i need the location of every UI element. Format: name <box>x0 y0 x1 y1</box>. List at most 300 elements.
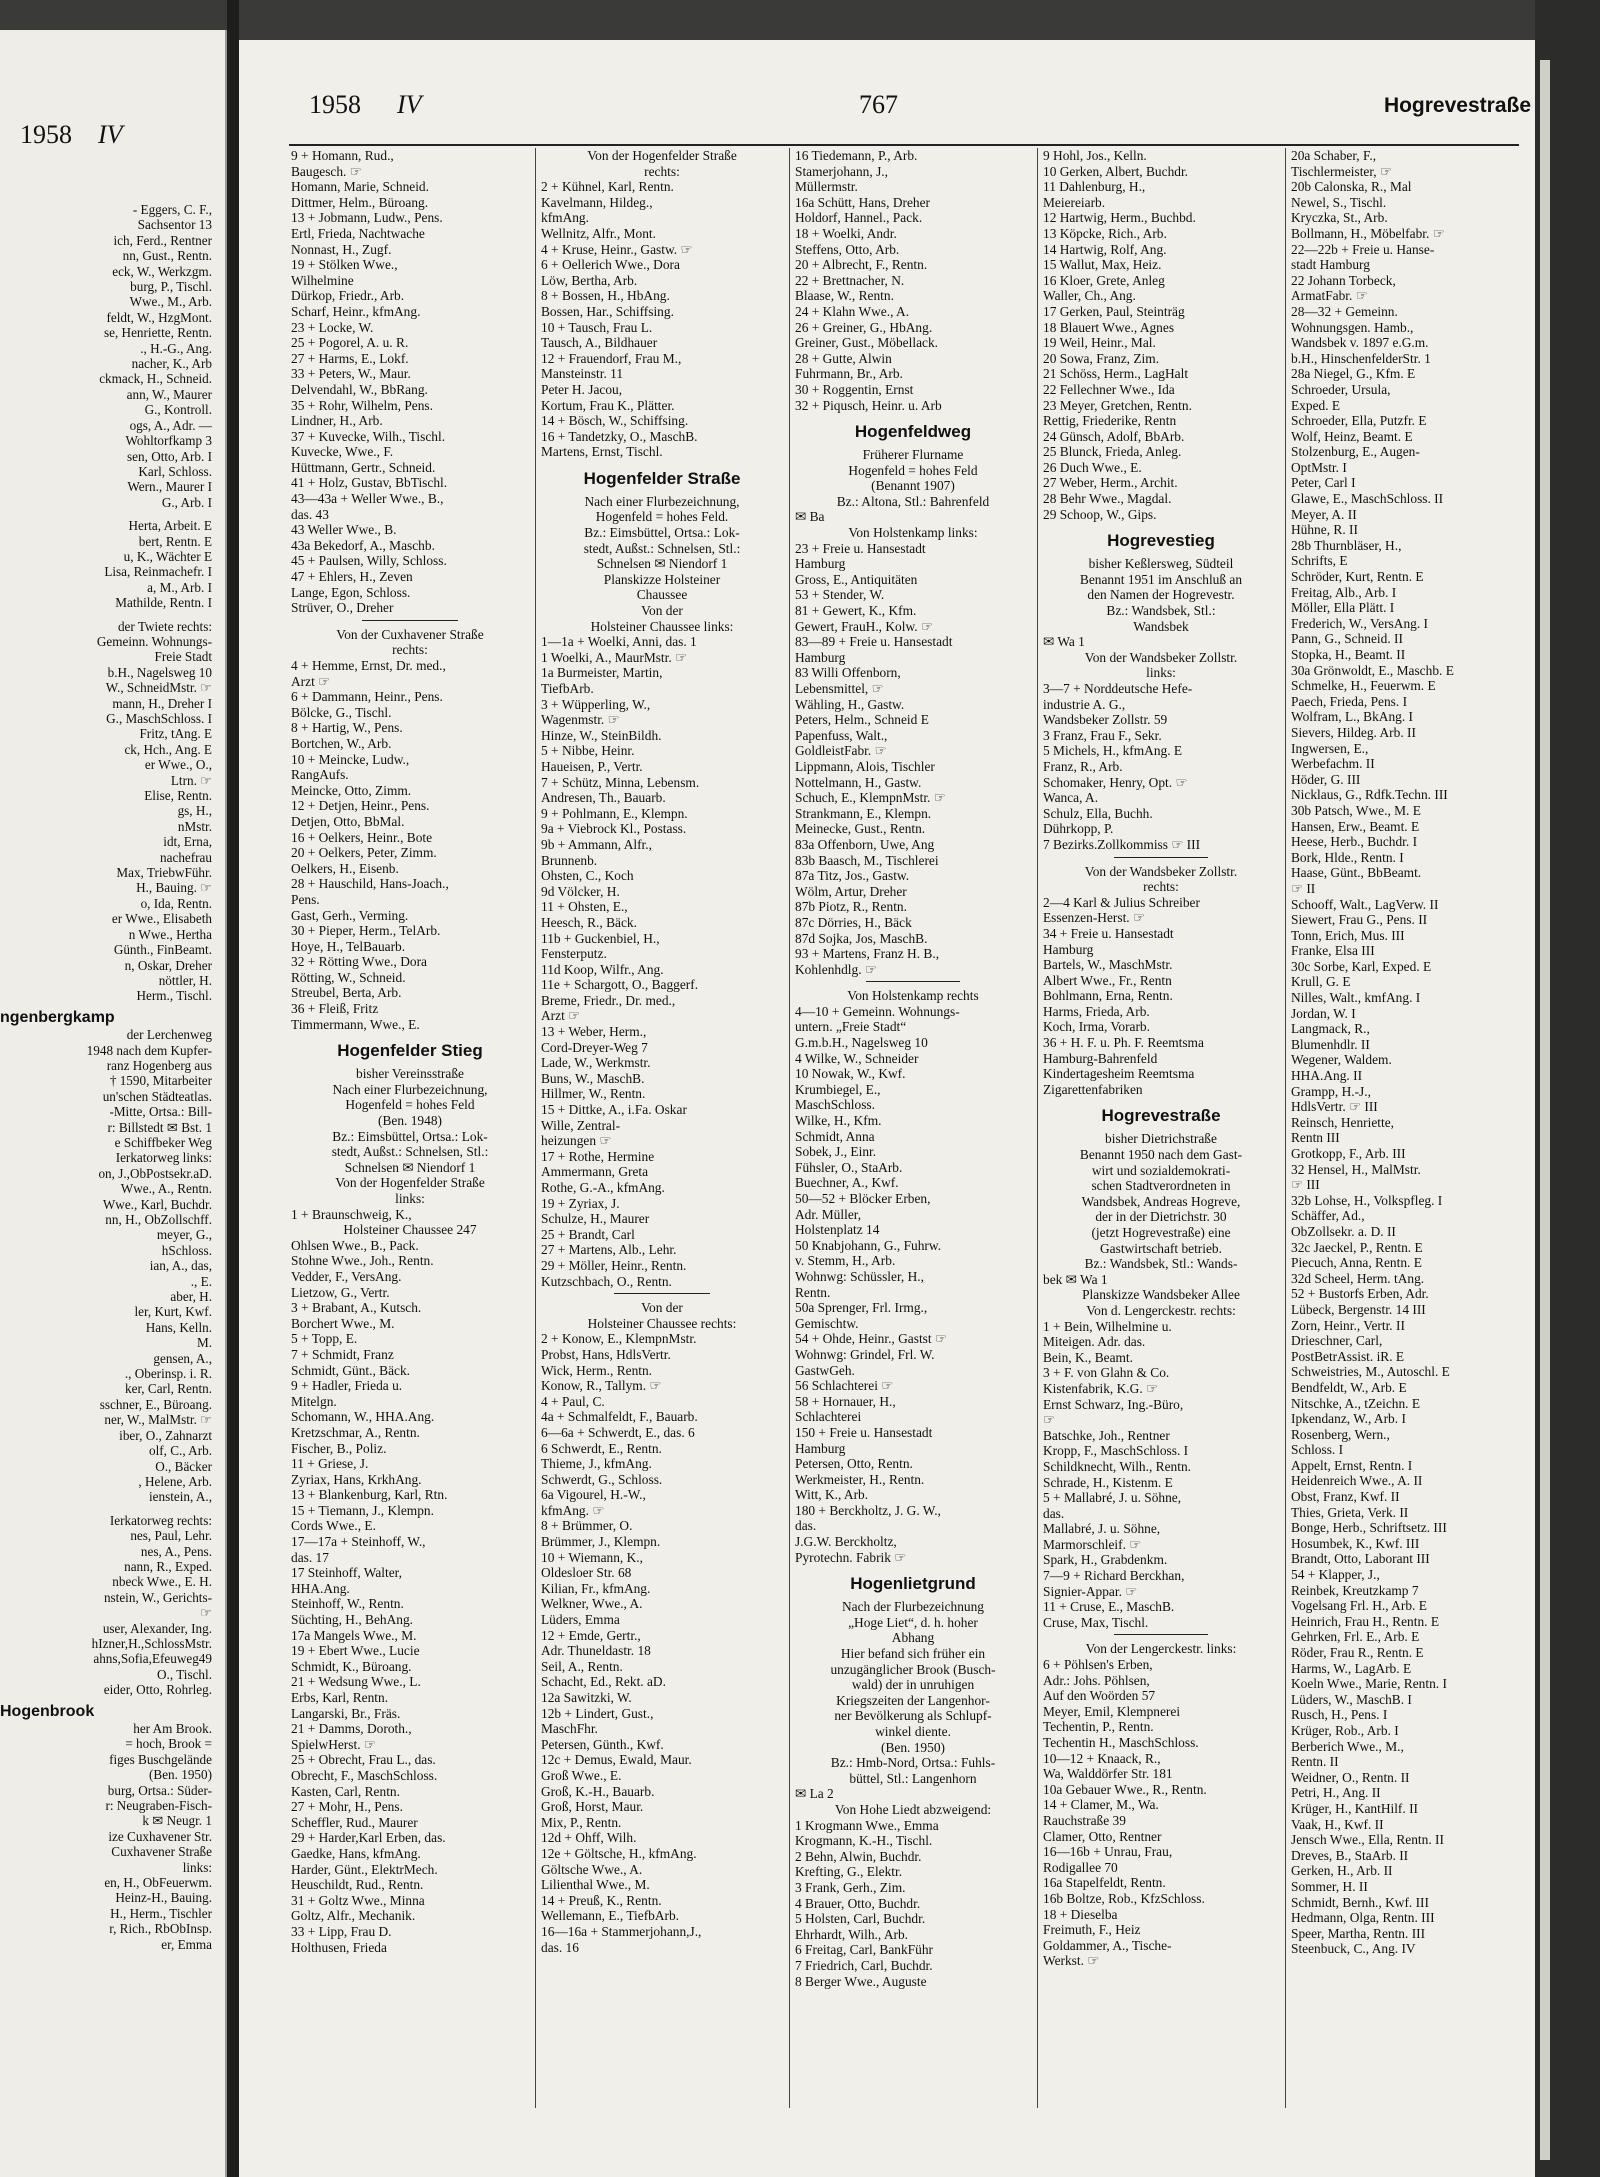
directory-entry: 45 + Paulsen, Willy, Schloss. <box>291 553 447 569</box>
directory-entry: bisher Keßlersweg, Südteil <box>1088 556 1234 572</box>
directory-entry: das. 16 <box>541 1939 579 1955</box>
directory-entry: Petersen, Günth., Kwf. <box>541 1736 664 1752</box>
directory-entry: Schomaker, Henry, Opt. ☞ <box>1043 774 1188 790</box>
directory-entry: Adr. Müller, <box>795 1206 862 1222</box>
directory-entry: 20 + Albrecht, F., Rentn. <box>795 257 928 273</box>
directory-entry: 28 + Gutte, Alwin <box>795 350 892 366</box>
directory-entry: 31 + Goltz Wwe., Minna <box>291 1892 425 1908</box>
directory-entry: 33 + Peters, W., Maur. <box>291 366 411 382</box>
directory-entry: Kortum, Frau K., Plätter. <box>541 397 675 413</box>
directory-entry: Schnelsen ✉ Niendorf 1 <box>344 1159 476 1175</box>
directory-entry: Hamburg <box>795 556 846 572</box>
directory-entry: 4 + Hemme, Ernst, Dr. med., <box>291 658 446 673</box>
section-separator <box>1114 857 1208 858</box>
directory-entry: Wandsbek v. 1897 e.G.m. <box>1291 335 1429 351</box>
directory-entry: 27 Weber, Herm., Archit. <box>1043 475 1178 491</box>
directory-entry: r: Billstedt ✉ Bst. 1 <box>107 1119 212 1135</box>
directory-entry: Bz.: Eimsbüttel, Ortsa.: Lok- <box>332 1128 488 1144</box>
directory-entry: 6 + Dammann, Heinr., Pens. <box>291 689 443 705</box>
directory-entry: 10a Gebauer Wwe., R., Rentn. <box>1043 1781 1207 1797</box>
directory-entry: 10 Nowak, W., Kwf. <box>795 1066 906 1082</box>
directory-entry: ., E. <box>190 1273 212 1289</box>
directory-entry: Schröder, Kurt, Rentn. E <box>1291 569 1424 585</box>
directory-entry: der in der Dietrichstr. 30 <box>1095 1209 1227 1225</box>
directory-entry: 13 + Jobmann, Ludw., Pens. <box>291 210 443 226</box>
directory-entry: Bölcke, G., Tischl. <box>291 704 392 720</box>
directory-entry: 4 + Kruse, Heinr., Gastw. ☞ <box>541 241 693 257</box>
directory-entry: on, J.,ObPostsekr.aD. <box>98 1165 212 1181</box>
directory-entry: 53 + Stender, W. <box>795 587 885 603</box>
directory-entry: nacher, K., Arb <box>131 356 212 372</box>
directory-entry: Schulz, Ella, Buchh. <box>1043 805 1153 821</box>
directory-entry: O., Bäcker <box>155 1458 212 1474</box>
directory-entry: Nach der Flurbezeichnung <box>841 1599 985 1615</box>
directory-entry: 12c + Demus, Ewald, Maur. <box>541 1752 692 1768</box>
directory-entry: 29 + Möller, Heinr., Rentn. <box>541 1257 687 1273</box>
directory-entry: links: <box>395 1191 425 1206</box>
directory-entry: Mathilde, Rentn. I <box>115 595 212 611</box>
directory-entry: 87d Sojka, Jos, MaschB. <box>795 930 928 946</box>
directory-entry: 50 Knabjohann, G., Fuhrw. <box>795 1237 942 1253</box>
directory-entry: H., Bauing. ☞ <box>136 880 212 896</box>
directory-entry: 28 + Hauschild, Hans-Joach., <box>291 876 449 892</box>
directory-entry: n, Oskar, Dreher <box>124 957 212 973</box>
directory-entry: wald) der in unruhigen <box>851 1677 975 1693</box>
directory-entry: 2—4 Karl & Julius Schreiber <box>1043 894 1200 910</box>
directory-entry: 52 + Bustorfs Erben, Adr. <box>1291 1286 1429 1302</box>
directory-entry: Obrecht, F., MaschSchloss. <box>291 1767 438 1783</box>
directory-entry: Heinz-H., Bauing. <box>115 1890 212 1906</box>
directory-entry: 32 + Rötting Wwe., Dora <box>291 954 427 970</box>
directory-entry: Bz.: Altona, Stl.: Bahrenfeld <box>836 493 990 509</box>
directory-entry: ., Oberinsp. i. R. <box>124 1366 212 1382</box>
directory-entry: Streubel, Berta, Arb. <box>291 985 402 1001</box>
directory-entry: 16 Kloer, Grete, Anleg <box>1043 272 1165 288</box>
directory-entry: Gross, E., Antiquitäten <box>795 571 918 587</box>
directory-entry: Lade, W., Werkmstr. <box>541 1055 651 1071</box>
directory-entry: 6 + Pöhlsen's Erben, <box>1043 1657 1153 1673</box>
directory-entry: nn, Gust., Rentn. <box>122 248 212 264</box>
directory-entry: Techentin, P., Rentn. <box>1043 1719 1154 1735</box>
directory-entry: Hühne, R. II <box>1291 522 1358 538</box>
directory-entry: eck, W., Werkzgm. <box>112 263 212 279</box>
directory-entry: her Am Brook. <box>133 1721 212 1736</box>
directory-entry: ✉ Wa 1 <box>1043 634 1085 650</box>
directory-entry: ner Bevölkerung als Schlupf- <box>834 1708 992 1724</box>
directory-entry: Hedmann, Olga, Rentn. III <box>1291 1910 1435 1926</box>
directory-entry: - Eggers, C. F., <box>132 202 212 217</box>
directory-entry: 36 + Fleiß, Fritz <box>291 1001 379 1017</box>
right-page <box>239 40 1539 2177</box>
directory-entry: Petersen, Otto, Rentn. <box>795 1456 913 1472</box>
directory-entry: G., MaschSchloss. I <box>106 711 212 726</box>
directory-entry: Karl, Schloss. <box>138 463 212 479</box>
directory-entry: Fischer, B., Poliz. <box>291 1440 387 1456</box>
directory-entry: Holsteiner Chaussee rechts: <box>587 1315 737 1331</box>
directory-entry: er Wwe., Elisabeth <box>111 911 212 927</box>
directory-entry: Schroeder, Ursula, <box>1291 381 1391 397</box>
directory-entry: Wandsbeker Zollstr. 59 <box>1043 712 1168 728</box>
directory-entry: Von der <box>641 603 683 619</box>
column-divider <box>1037 148 1038 2108</box>
directory-entry: 33 + Lipp, Frau D. <box>291 1923 392 1939</box>
directory-entry: Rosenberg, Wern., <box>1291 1426 1390 1442</box>
directory-entry: Früherer Flurname <box>862 447 964 463</box>
directory-entry: untern. „Freie Stadt“ <box>795 1019 907 1035</box>
directory-entry: Wwe., M., Arb. <box>129 294 212 310</box>
directory-entry: olf, C., Arb. <box>148 1443 212 1459</box>
directory-entry: Ohlsen Wwe., B., Pack. <box>291 1237 419 1253</box>
directory-entry: Nach einer Flurbezeichnung, <box>584 493 740 509</box>
directory-entry: Frederich, W., VersAng. I <box>1291 615 1428 631</box>
directory-entry: 6 Schwerdt, E., Rentn. <box>541 1440 662 1456</box>
directory-entry: Tonn, Erich, Mus. III <box>1291 927 1405 943</box>
directory-entry: 43 Weller Wwe., B. <box>291 522 397 538</box>
directory-entry: Marmorschleif. ☞ <box>1043 1536 1142 1552</box>
directory-entry: Harms, Frieda, Arb. <box>1043 1003 1150 1019</box>
directory-entry: Seil, A., Rentn. <box>541 1658 623 1674</box>
directory-entry: Schweistries, M., Autoschl. E <box>1291 1364 1450 1380</box>
directory-entry: 2 + Kühnel, Karl, Rentn. <box>541 179 674 195</box>
directory-entry: Lindner, H., Arb. <box>291 413 383 429</box>
directory-entry: Meyer, Emil, Klempnerei <box>1043 1703 1181 1719</box>
directory-entry: Peter, Carl I <box>1291 475 1356 491</box>
directory-entry: 10 + Wiemann, K., <box>541 1549 643 1565</box>
directory-entry: Goltz, Alfr., Mechanik. <box>291 1908 416 1924</box>
directory-entry: Lisa, Reinmachefr. I <box>104 564 212 580</box>
directory-entry: Harms, W., LagArb. E <box>1291 1660 1412 1676</box>
directory-entry: 13 Köpcke, Rich., Arb. <box>1043 225 1167 241</box>
directory-entry: 1 + Bein, Wilhelmine u. <box>1043 1318 1172 1334</box>
directory-entry: 8 + Bossen, H., HbAng. <box>541 288 670 304</box>
directory-column-5 <box>1291 148 1529 1957</box>
directory-entry: Höder, G. III <box>1291 771 1361 787</box>
directory-entry: Heidenreich Wwe., A. II <box>1291 1473 1423 1489</box>
directory-entry: 58 + Hornauer, H., <box>795 1393 896 1409</box>
directory-entry: Hüttmann, Gertr., Schneid. <box>291 459 436 475</box>
directory-entry: Thies, Grieta, Verk. II <box>1291 1504 1409 1520</box>
directory-entry: Witt, K., Arb. <box>795 1487 869 1503</box>
directory-entry: Freitag, Alb., Arb. I <box>1291 584 1397 600</box>
directory-entry: Scheffler, Rud., Maurer <box>291 1814 418 1830</box>
directory-entry: Tausch, A., Bildhauer <box>541 335 658 351</box>
directory-entry: Schrifts, E <box>1291 553 1348 569</box>
directory-entry: büttel, Stl.: Langenhorn <box>849 1770 977 1786</box>
directory-entry: 29 + Harder,Karl Erben, das. <box>291 1830 446 1846</box>
directory-entry: Arzt ☞ <box>541 1008 581 1024</box>
directory-entry: Erbs, Karl, Rentn. <box>291 1690 389 1705</box>
directory-entry: 25 + Pogorel, A. u. R. <box>291 335 409 351</box>
directory-entry: 25 + Brandt, Carl <box>541 1226 635 1242</box>
directory-entry: 29 Schoop, W., Gips. <box>1043 506 1157 522</box>
directory-entry: Clamer, Otto, Rentner <box>1043 1828 1162 1844</box>
directory-column-3 <box>795 148 1031 1989</box>
directory-entry: Rauchstraße 39 <box>1043 1812 1126 1828</box>
directory-entry: Wohltorfkamp 3 <box>125 433 212 449</box>
directory-entry: „Hoge Liet“, d. h. hoher <box>848 1614 978 1630</box>
directory-entry: Krefting, G., Elektr. <box>795 1864 903 1880</box>
directory-entry: 87c Dörries, H., Bäck <box>795 914 912 930</box>
directory-entry: 15 + Dittke, A., i.Fa. Oskar <box>541 1102 687 1118</box>
book-gutter <box>227 0 239 2177</box>
directory-entry: Cord-Dreyer-Weg 7 <box>541 1039 648 1055</box>
directory-entry: 17 + Rothe, Hermine <box>541 1148 655 1164</box>
directory-entry: wirt und sozialdemokrati- <box>1091 1162 1231 1178</box>
directory-entry: Kasten, Carl, Rentn. <box>291 1783 400 1799</box>
directory-entry: Sobek, J., Einr. <box>795 1144 877 1160</box>
directory-entry: Piecuch, Anna, Rentn. E <box>1291 1255 1422 1271</box>
directory-entry: e Schiffbeker Weg <box>114 1134 212 1150</box>
directory-entry: 30b Patsch, Wwe., M. E <box>1291 802 1421 818</box>
directory-entry: Stamerjohann, J., <box>795 163 888 179</box>
directory-entry: 7 + Schütz, Minna, Lebensm. <box>541 774 700 790</box>
directory-entry: Ammermann, Greta <box>541 1164 649 1180</box>
directory-entry: Fensterputz. <box>541 946 607 962</box>
directory-entry: Göltsche Wwe., A. <box>541 1861 643 1877</box>
directory-entry: (Ben. 1950) <box>881 1739 945 1755</box>
directory-entry: 83 Willi Offenborn, <box>795 665 901 681</box>
directory-entry: Steffens, Otto, Arb. <box>795 241 900 257</box>
directory-entry: Pyrotechn. Fabrik ☞ <box>795 1549 907 1565</box>
directory-entry: bert, Rentn. E <box>138 533 212 549</box>
directory-entry: 15 Wallut, Max, Heiz. <box>1043 257 1162 273</box>
directory-entry: Groß Wwe., E. <box>541 1767 622 1783</box>
directory-entry: Thieme, J., kfmAng. <box>541 1456 652 1472</box>
directory-entry: Nottelmann, H., Gastw. <box>795 774 922 790</box>
directory-entry: OptMstr. I <box>1291 459 1347 475</box>
column-divider <box>789 148 790 2108</box>
directory-entry: Konow, R., Tallym. ☞ <box>541 1378 662 1394</box>
left-page-volume: IV <box>98 120 123 149</box>
directory-entry: 83b Baasch, M., Tischlerei <box>795 852 939 868</box>
directory-entry: 32c Jaeckel, P., Rentn. E <box>1291 1239 1423 1255</box>
directory-entry: Bollmann, H., Möbelfabr. ☞ <box>1291 225 1445 241</box>
directory-entry: 9d Völcker, H. <box>541 883 620 899</box>
directory-entry: 3 + F. von Glahn & Co. <box>1043 1365 1170 1381</box>
directory-entry: Schmidt, K., Büroang. <box>291 1658 412 1674</box>
directory-entry: Newel, S., Tischl. <box>1291 194 1387 210</box>
directory-entry: 30 + Roggentin, Ernst <box>795 381 914 397</box>
directory-entry: 11 Dahlenburg, H., <box>1043 179 1146 195</box>
directory-entry: Kryczka, St., Arb. <box>1291 210 1388 226</box>
directory-entry: Wa, Walddörfer Str. 181 <box>1043 1766 1173 1782</box>
directory-entry: nöttler, H. <box>158 972 212 988</box>
directory-entry: Ingwersen, E., <box>1291 740 1369 756</box>
directory-entry: Wilhelmine <box>291 272 354 288</box>
directory-entry: Spark, H., Grabdenkm. <box>1043 1552 1168 1568</box>
directory-entry: Wandsbek <box>1133 618 1189 634</box>
directory-entry: 34 + Freie u. Hansestadt <box>1043 925 1174 941</box>
directory-entry: bisher Vereinsstraße <box>356 1066 464 1082</box>
directory-entry: sschner, E., Büroang. <box>99 1396 212 1412</box>
directory-entry: Koch, Irma, Vorarb. <box>1043 1019 1150 1035</box>
directory-entry: Rentn. <box>795 1284 831 1300</box>
directory-entry: ☞ <box>200 1605 212 1621</box>
directory-entry: 19 Weil, Heinr., Mal. <box>1043 335 1156 351</box>
directory-entry: Bz.: Wandsbek, Stl.: Wands- <box>1084 1256 1238 1272</box>
directory-entry: a, M., Arb. I <box>147 579 212 595</box>
directory-entry: HHA.Ang. II <box>1291 1068 1363 1084</box>
directory-entry: Schroeder, Ella, Putzfr. E <box>1291 413 1427 429</box>
directory-entry: (Ben. 1950) <box>149 1767 212 1783</box>
directory-entry: das. <box>795 1518 817 1534</box>
directory-column-2 <box>541 148 783 1955</box>
directory-entry: Grotkopp, F., Arb. III <box>1291 1146 1406 1161</box>
directory-entry: Hamburg <box>1043 941 1094 957</box>
directory-entry: Lippmann, Alois, Tischler <box>795 758 935 774</box>
directory-entry: 23 + Freie u. Hansestadt <box>795 540 926 556</box>
directory-entry: 17 Gerken, Paul, Steinträg <box>1043 303 1185 319</box>
directory-entry: Löw, Bertha, Arb. <box>541 272 638 288</box>
directory-entry: ich, Ferd., Rentner <box>113 232 212 248</box>
directory-entry: Rodigallee 70 <box>1043 1859 1118 1875</box>
directory-entry: Möller, Ella Plätt. I <box>1291 600 1395 616</box>
directory-entry: Benannt 1951 im Anschluß an <box>1079 571 1243 587</box>
directory-entry: Von Holstenkamp rechts <box>847 988 979 1004</box>
directory-entry: 12 + Detjen, Heinr., Pens. <box>291 798 430 814</box>
directory-entry: ahns,Sofia,Efeuweg49 <box>93 1651 212 1667</box>
directory-entry: Berberich Wwe., M., <box>1291 1738 1404 1754</box>
directory-entry: Rentn. II <box>1291 1754 1339 1770</box>
directory-entry: 17a Mangels Wwe., M. <box>291 1627 417 1643</box>
directory-entry: u, K., Wächter E <box>123 548 212 564</box>
directory-entry: Krüger, H., KantHilf. II <box>1291 1800 1419 1816</box>
directory-entry: o, Ida, Rentn. <box>140 895 212 911</box>
directory-entry: Glawe, E., MaschSchloss. II <box>1291 491 1444 507</box>
directory-entry: Heese, Herb., Buchdr. I <box>1291 834 1418 850</box>
directory-entry: Bz.: Wandsbek, Stl.: <box>1106 603 1216 619</box>
directory-entry: Steenbuck, C., Ang. IV <box>1291 1941 1416 1957</box>
directory-entry: 21 + Damms, Doroth., <box>291 1721 412 1737</box>
directory-entry: nachefrau <box>160 849 212 865</box>
directory-column-4 <box>1043 148 1279 1969</box>
directory-entry: Blumenhdlr. II <box>1291 1036 1370 1052</box>
directory-entry: Albert Wwe., Fr., Rentn <box>1043 972 1172 988</box>
directory-entry: Obst, Franz, Kwf. II <box>1291 1489 1400 1505</box>
directory-entry: schen Stadtverordneten in <box>1091 1178 1231 1194</box>
directory-entry: Reinsch, Henriette, <box>1291 1114 1394 1130</box>
directory-entry: 12a Sawitzki, W. <box>541 1690 632 1705</box>
directory-entry: Fühsler, O., StaArb. <box>795 1159 903 1175</box>
directory-entry: Rusch, H., Pens. I <box>1291 1707 1388 1723</box>
directory-entry: kfmAng. ☞ <box>541 1502 605 1518</box>
directory-entry: ner, W., MalMstr. ☞ <box>104 1412 212 1428</box>
directory-entry: Müllermstr. <box>795 179 858 195</box>
directory-entry: Hamburg <box>795 649 846 665</box>
directory-entry: Ierkatorweg links: <box>115 1150 212 1166</box>
directory-entry: 32b Lohse, H., Volkspfleg. I <box>1291 1192 1443 1208</box>
directory-entry: Holsteiner Chaussee links: <box>590 618 734 634</box>
directory-entry: Krüger, Rob., Arb. I <box>1291 1722 1399 1738</box>
directory-entry: Rettig, Friederike, Rentn <box>1043 413 1177 429</box>
directory-entry: Koeln Wwe., Marie, Rentn. I <box>1291 1676 1447 1692</box>
directory-entry: Stopka, H., Beamt. II <box>1291 647 1406 662</box>
directory-entry: 3 Frank, Gerh., Zim. <box>795 1879 906 1895</box>
directory-entry: v. Stemm, H., Arb. <box>795 1253 896 1269</box>
street-heading: Hogenfeldweg <box>854 422 972 442</box>
directory-entry: Dittmer, Helm., Büroang. <box>291 194 429 210</box>
directory-entry: Werbefachm. II <box>1291 756 1375 772</box>
directory-entry: 4 + Paul, C. <box>541 1393 605 1409</box>
directory-entry: Batschke, Joh., Rentner <box>1043 1427 1170 1443</box>
directory-entry: Herm., Tischl. <box>136 988 212 1004</box>
directory-entry: GoldleistFabr. ☞ <box>795 743 887 759</box>
section-separator <box>614 1293 711 1294</box>
directory-entry: rechts: <box>392 642 428 658</box>
section-separator <box>362 620 457 621</box>
directory-entry: ., H.-G., Ang. <box>140 340 212 356</box>
directory-entry: idt, Erna, <box>163 834 212 850</box>
directory-entry: 20 + Oelkers, Peter, Zimm. <box>291 845 437 861</box>
directory-entry: Holthusen, Frieda <box>291 1939 387 1955</box>
directory-entry: Vedder, F., VersAng. <box>291 1268 402 1284</box>
directory-entry: 30 + Pieper, Herm., TelArb. <box>291 923 441 939</box>
directory-entry: Wern., Maurer I <box>127 479 212 495</box>
directory-entry: winkel diente. <box>875 1724 951 1739</box>
directory-entry: nn, H., ObZollschff. <box>105 1212 212 1227</box>
directory-entry: 25 + Obrecht, Frau L., das. <box>291 1752 436 1768</box>
directory-entry: Wölm, Artur, Dreher <box>795 883 907 899</box>
directory-entry: Schooff, Walt., LagVerw. II <box>1291 896 1439 912</box>
directory-entry: (Benannt 1907) <box>871 478 955 494</box>
directory-entry: Wagenmstr. ☞ <box>541 712 620 728</box>
directory-entry: Wwe., Karl, Buchdr. <box>102 1196 212 1212</box>
directory-entry: der Lerchenweg <box>126 1027 212 1043</box>
directory-entry: Max, TriebwFühr. <box>116 865 212 881</box>
directory-entry: rechts: <box>644 163 680 179</box>
directory-entry: 32 Hensel, H., MalMstr. <box>1291 1161 1421 1177</box>
directory-entry: 43—43a + Weller Wwe., B., <box>291 491 444 507</box>
directory-entry: 2 + Konow, E., KlempnMstr. <box>541 1331 697 1347</box>
directory-entry: gensen, A., <box>153 1350 212 1366</box>
directory-entry: 87a Titz, Jos., Gastw. <box>795 868 910 884</box>
directory-entry: Strüver, O., Dreher <box>291 600 394 616</box>
directory-entry: Werkmeister, H., Rentn. <box>795 1471 925 1487</box>
directory-entry: 41 + Holz, Gustav, BbTischl. <box>291 475 448 491</box>
directory-entry: Fritz, tAng. E <box>139 726 212 742</box>
directory-entry: ckmack, H., Schneid. <box>99 371 212 387</box>
directory-entry: Wick, Herm., Rentn. <box>541 1362 653 1378</box>
directory-entry: Benannt 1950 nach dem Gast- <box>1079 1147 1243 1163</box>
directory-entry: 47 + Ehlers, H., Zeven <box>291 569 413 585</box>
directory-entry: Süchting, H., BehAng. <box>291 1612 413 1628</box>
directory-entry: Von der Wandsbeker Zollstr. <box>1084 863 1238 879</box>
directory-entry: Brandt, Otto, Laborant III <box>1291 1551 1430 1567</box>
directory-entry: nann, R., Exped. <box>124 1558 212 1574</box>
directory-entry: Hosumbek, K., Kwf. III <box>1291 1535 1420 1551</box>
street-heading: ngenbergkamp <box>0 1008 115 1026</box>
section-separator <box>0 510 212 518</box>
directory-entry: Haueisen, P., Vertr. <box>541 758 643 774</box>
directory-entry: 11b + Guckenbiel, H., <box>541 930 660 946</box>
directory-entry: Von d. Lengerckestr. rechts: <box>1086 1302 1236 1318</box>
directory-entry: ☞ II <box>1291 880 1316 896</box>
directory-entry: 11 + Cruse, E., MaschB. <box>1043 1599 1175 1615</box>
directory-entry: 16 + Tandetzky, O., MaschB. <box>541 428 698 444</box>
page-edge-strip <box>1540 60 1550 2160</box>
directory-entry: Gemischtw. <box>795 1315 859 1331</box>
directory-entry: Probst, Hans, HdlsVertr. <box>541 1346 671 1362</box>
directory-entry: 1a Burmeister, Martin, <box>541 665 663 681</box>
directory-entry: 35 + Rohr, Wilhelm, Pens. <box>291 397 433 413</box>
directory-entry: 22 Johann Torbeck, <box>1291 272 1396 288</box>
directory-entry: 6 + Oellerich Wwe., Dora <box>541 257 680 273</box>
section-separator <box>866 981 960 982</box>
directory-entry: Chaussee <box>636 587 688 603</box>
directory-entry: Groß, K.-H., Bauarb. <box>541 1783 655 1799</box>
directory-entry: 11 + Griese, J. <box>291 1456 369 1472</box>
directory-entry: 5 Michels, H., kfmAng. E <box>1043 743 1183 759</box>
